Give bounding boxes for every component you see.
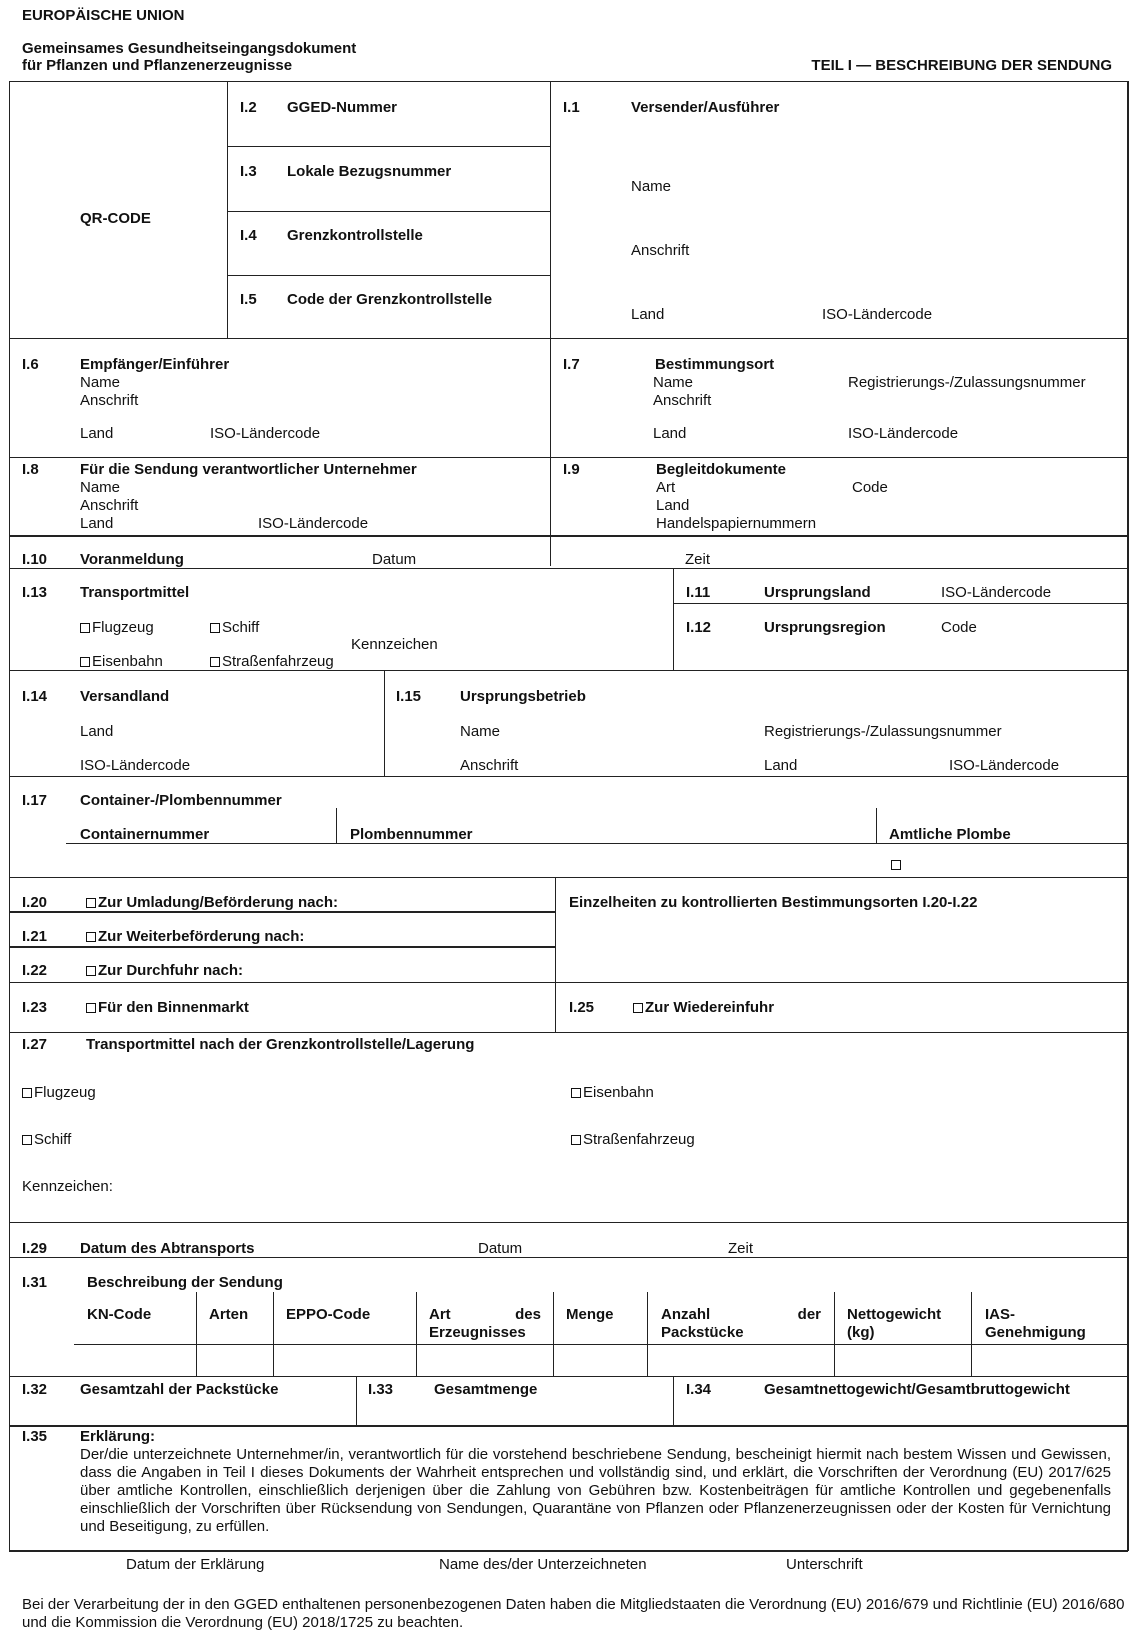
- frame-top-line: [9, 81, 1127, 82]
- field-number: I.22: [22, 962, 48, 979]
- signature-label: Unterschrift: [786, 1556, 863, 1573]
- field-number: I.10: [22, 551, 48, 568]
- iso-label: ISO-Ländercode: [210, 425, 321, 442]
- checkbox-reimport[interactable]: Zur Wiedereinfuhr: [633, 999, 774, 1016]
- field-label: Code der Grenzkontrollstelle: [287, 291, 493, 308]
- field-label: Beschreibung der Sendung: [87, 1274, 283, 1291]
- checkbox-transfer[interactable]: Zur Umladung/Beförderung nach:: [86, 894, 338, 911]
- divider: [227, 146, 550, 147]
- checkbox-icon[interactable]: [86, 1003, 96, 1013]
- field-number: I.23: [22, 999, 48, 1016]
- divider: [673, 603, 1127, 604]
- field-label: GGED-Nummer: [287, 99, 398, 116]
- checkbox-icon[interactable]: [633, 1003, 643, 1013]
- divider: [9, 457, 1127, 458]
- plate-label: Kennzeichen: [351, 636, 438, 653]
- column-header-eppo-code: EPPO-Code: [286, 1306, 371, 1323]
- field-number: I.33: [368, 1381, 394, 1398]
- seal-number-header: Plombennummer: [350, 826, 473, 843]
- declaration-date-label: Datum der Erklärung: [126, 1556, 265, 1573]
- country-label: Land: [80, 425, 114, 442]
- field-label: Ursprungsregion: [764, 619, 886, 636]
- country-label: Land: [764, 757, 798, 774]
- column-header-product-type: Art des: [429, 1306, 541, 1323]
- column-header-product-type-line2: Erzeugnisses: [429, 1324, 526, 1341]
- field-label: Versandland: [80, 688, 170, 705]
- field-number: I.15: [396, 688, 422, 705]
- divider: [9, 1376, 1127, 1377]
- divider: [9, 535, 1127, 537]
- country-label: Land: [631, 306, 665, 323]
- divider: [227, 81, 228, 338]
- checkbox-icon[interactable]: [210, 623, 220, 633]
- column-header-ias-permit-line2: Genehmigung: [985, 1324, 1086, 1341]
- divider: [227, 275, 550, 276]
- column-header-species: Arten: [209, 1306, 249, 1323]
- divider: [227, 211, 550, 212]
- field-label: Ursprungsland: [764, 584, 871, 601]
- column-header-net-weight-line2: (kg): [847, 1324, 875, 1341]
- signatory-name-label: Name des/der Unterzeichneten: [439, 1556, 647, 1573]
- field-label: Ursprungsbetrieb: [460, 688, 586, 705]
- divider: [384, 670, 385, 776]
- field-label: Begleitdokumente: [656, 461, 787, 478]
- iso-label: ISO-Ländercode: [822, 306, 933, 323]
- field-label: Datum des Abtransports: [80, 1240, 255, 1257]
- address-label: Anschrift: [460, 757, 519, 774]
- official-seal-checkbox[interactable]: [891, 860, 901, 870]
- field-label: Gesamtzahl der Packstücke: [80, 1381, 279, 1398]
- divider: [9, 1032, 1127, 1033]
- declaration-text: Der/die unterzeichnete Unternehmer/in, verantwortlich für die vorstehend beschriebene Sendung, bescheinigt hiermit nach bestem Wissen und Gewissen, dass die Angaben in Teil I dieses Dokuments der Wahrheit entsprechen und vollständig sind, und erklärt, die Vorschriften der Verordnung (EU) 2017/625 über amtliche Kontrollen, einschließlich derjenigen über die Zahlung von Gebühren bzw. Kostenbeiträgen für amtliche Kontrollen und gegebenenfalls einschließlich der Vorschriften über Rücksendung von Sendungen, Quarantäne von Pflanzen oder Pflanzenerzeugnissen oder der Kosten für Vernichtung und Beseitigung, zu erfüllen.: [80, 1446, 1111, 1535]
- country-label: Land: [653, 425, 687, 442]
- field-number: I.9: [563, 461, 580, 478]
- divider: [9, 982, 1127, 983]
- checkbox-rail[interactable]: Eisenbahn: [571, 1084, 654, 1101]
- divider: [9, 338, 1127, 339]
- field-number: I.13: [22, 584, 48, 601]
- part-title: TEIL I — BESCHREIBUNG DER SENDUNG: [811, 57, 1112, 74]
- iso-label: ISO-Ländercode: [941, 584, 1052, 601]
- iso-label: ISO-Ländercode: [949, 757, 1060, 774]
- field-number: I.5: [240, 291, 257, 308]
- field-number: I.20: [22, 894, 48, 911]
- field-number: I.29: [22, 1240, 48, 1257]
- union-title: EUROPÄISCHE UNION: [22, 7, 185, 24]
- controlled-destinations-label: Einzelheiten zu kontrollierten Bestimmungsorten I.20-I.22: [569, 894, 978, 911]
- divider: [9, 670, 1127, 671]
- country-label: Land: [80, 515, 114, 532]
- checkbox-icon[interactable]: [86, 966, 96, 976]
- field-label: Gesamtmenge: [434, 1381, 538, 1398]
- field-number: I.17: [22, 792, 48, 809]
- field-number: I.4: [240, 227, 257, 244]
- field-number: I.25: [569, 999, 595, 1016]
- checkbox-icon[interactable]: [22, 1135, 32, 1145]
- code-label: Code: [852, 479, 888, 496]
- column-header-packages: Anzahl der: [661, 1306, 821, 1323]
- field-label: Grenzkontrollstelle: [287, 227, 423, 244]
- registration-label: Registrierungs-/Zulassungsnummer: [848, 374, 1086, 391]
- name-label: Name: [80, 479, 121, 496]
- column-header-ias-permit: IAS-: [985, 1306, 1015, 1323]
- privacy-footnote: Bei der Verarbeitung der in den GGED enthaltenen personenbezogenen Daten haben die Mitgliedstaaten die Verordnung (EU) 2016/679 und Richtlinie (EU) 2016/680 und die Kommission die Verordnung (EU) 2018/1725 zu beachten.: [22, 1596, 1125, 1631]
- field-label: Voranmeldung: [80, 551, 184, 568]
- qr-code-placeholder: QR-CODE: [80, 210, 151, 227]
- country-label: Land: [656, 497, 690, 514]
- name-label: Name: [80, 374, 121, 391]
- name-label: Name: [653, 374, 694, 391]
- divider: [74, 1344, 1127, 1345]
- divider: [336, 808, 337, 844]
- divider: [356, 1376, 357, 1425]
- field-label: Erklärung:: [80, 1428, 156, 1445]
- field-label: Container-/Plombennummer: [80, 792, 282, 809]
- divider: [555, 877, 556, 1032]
- field-number: I.31: [22, 1274, 48, 1291]
- plate-label: Kennzeichen:: [22, 1178, 113, 1195]
- checkbox-icon[interactable]: [571, 1088, 581, 1098]
- field-label: Versender/Ausführer: [631, 99, 780, 116]
- iso-label: ISO-Ländercode: [80, 757, 191, 774]
- checkbox-road[interactable]: Straßenfahrzeug: [571, 1131, 695, 1148]
- divider: [550, 81, 551, 338]
- divider: [416, 1292, 417, 1376]
- iso-label: ISO-Ländercode: [258, 515, 369, 532]
- checkbox-icon[interactable]: [22, 1088, 32, 1098]
- divider: [673, 568, 674, 670]
- field-label: Transportmittel nach der Grenzkontrollstelle/Lagerung: [86, 1036, 475, 1053]
- divider: [9, 946, 555, 948]
- name-label: Name: [460, 723, 501, 740]
- address-label: Anschrift: [631, 242, 690, 259]
- checkbox-plane[interactable]: Flugzeug: [80, 619, 154, 636]
- date-label: Datum: [372, 551, 417, 568]
- divider: [647, 1292, 648, 1376]
- divider: [9, 776, 1127, 777]
- doc-title-line2: für Pflanzen und Pflanzenerzeugnisse: [22, 57, 293, 74]
- official-seal-header: Amtliche Plombe: [889, 826, 1011, 843]
- checkbox-icon[interactable]: [210, 657, 220, 667]
- column-header-packages-line2: Packstücke: [661, 1324, 744, 1341]
- checkbox-road[interactable]: Straßenfahrzeug: [210, 653, 338, 670]
- checkbox-icon[interactable]: [80, 657, 90, 667]
- divider: [550, 338, 551, 566]
- column-header-net-weight: Nettogewicht: [847, 1306, 942, 1323]
- field-number: I.34: [686, 1381, 712, 1398]
- container-number-header: Containernummer: [80, 826, 210, 843]
- field-label: Transportmittel: [80, 584, 190, 601]
- frame-left-line: [9, 81, 10, 1551]
- field-number: I.21: [22, 928, 48, 945]
- registration-label: Registrierungs-/Zulassungsnummer: [764, 723, 1002, 740]
- name-label: Name: [631, 178, 672, 195]
- time-label: Zeit: [728, 1240, 754, 1257]
- field-number: I.6: [22, 356, 39, 373]
- divider: [9, 877, 1127, 878]
- divider: [971, 1292, 972, 1376]
- checkbox-ship[interactable]: Schiff: [210, 619, 259, 636]
- field-number: I.27: [22, 1036, 48, 1053]
- time-label: Zeit: [685, 551, 711, 568]
- field-number: I.32: [22, 1381, 48, 1398]
- checkbox-transit[interactable]: Zur Durchfuhr nach:: [86, 962, 243, 979]
- checkbox-plane[interactable]: Flugzeug: [22, 1084, 96, 1101]
- field-number: I.35: [22, 1428, 48, 1445]
- field-number: I.12: [686, 619, 712, 636]
- doc-title-line1: Gemeinsames Gesundheitseingangsdokument: [22, 40, 357, 57]
- field-label: Bestimmungsort: [655, 356, 775, 373]
- iso-label: ISO-Ländercode: [848, 425, 959, 442]
- divider: [196, 1292, 197, 1376]
- address-label: Anschrift: [653, 392, 712, 409]
- divider: [9, 1222, 1127, 1223]
- divider: [9, 1425, 1127, 1427]
- field-number: I.11: [686, 584, 711, 601]
- frame-bottom-line: [9, 1550, 1128, 1552]
- field-number: I.1: [563, 99, 580, 116]
- column-header-quantity: Menge: [566, 1306, 614, 1323]
- checkbox-icon[interactable]: [86, 932, 96, 942]
- field-number: I.2: [240, 99, 257, 116]
- address-label: Anschrift: [80, 392, 139, 409]
- type-label: Art: [656, 479, 676, 496]
- papers-label: Handelspapiernummern: [656, 515, 817, 532]
- checkbox-internal-market[interactable]: Für den Binnenmarkt: [86, 999, 249, 1016]
- field-label: Lokale Bezugsnummer: [287, 163, 452, 180]
- divider: [553, 1292, 554, 1376]
- checkbox-ship[interactable]: Schiff: [22, 1131, 71, 1148]
- code-label: Code: [941, 619, 977, 636]
- address-label: Anschrift: [80, 497, 139, 514]
- field-label: Für die Sendung verantwortlicher Unternehmer: [80, 461, 417, 478]
- date-label: Datum: [478, 1240, 523, 1257]
- country-label: Land: [80, 723, 114, 740]
- checkbox-rail[interactable]: Eisenbahn: [80, 653, 163, 670]
- field-number: I.14: [22, 688, 48, 705]
- field-label: Gesamtnettogewicht/Gesamtbruttogewicht: [764, 1381, 1070, 1398]
- checkbox-icon[interactable]: [86, 898, 96, 908]
- divider: [673, 1376, 674, 1425]
- divider: [9, 911, 555, 913]
- field-label: Empfänger/Einführer: [80, 356, 230, 373]
- field-number: I.7: [563, 356, 580, 373]
- checkbox-icon[interactable]: [80, 623, 90, 633]
- field-number: I.3: [240, 163, 257, 180]
- divider: [876, 808, 877, 844]
- divider: [834, 1292, 835, 1376]
- divider: [273, 1292, 274, 1376]
- checkbox-icon[interactable]: [571, 1135, 581, 1145]
- column-header-kn-code: KN-Code: [87, 1306, 152, 1323]
- frame-right-line: [1127, 81, 1129, 1551]
- checkbox-onward[interactable]: Zur Weiterbeförderung nach:: [86, 928, 304, 945]
- field-number: I.8: [22, 461, 39, 478]
